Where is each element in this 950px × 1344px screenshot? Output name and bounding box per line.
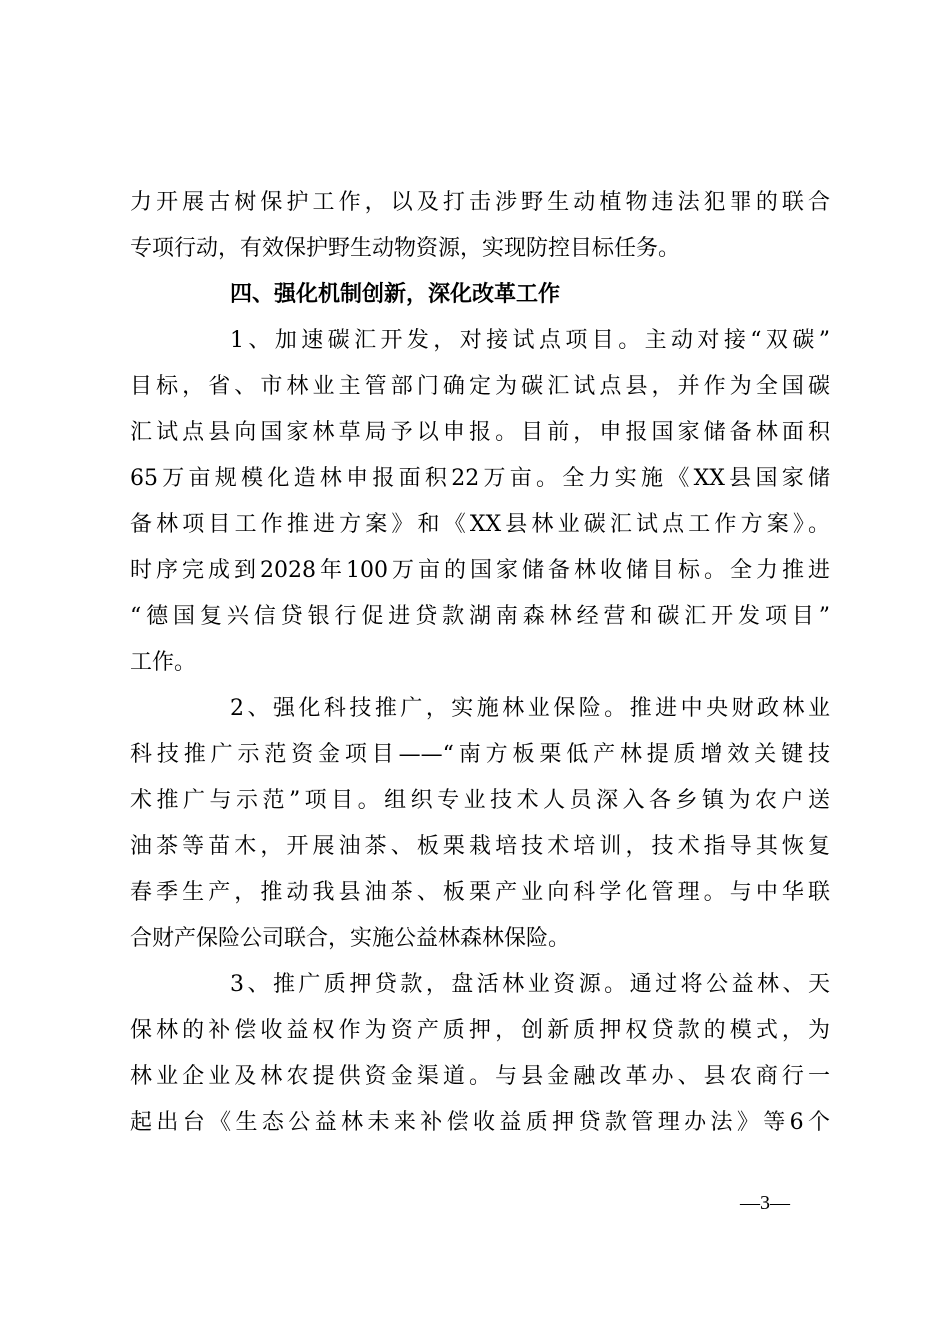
text-line: 油茶等苗木，开展油茶、板栗栽培技术培训，技术指导其恢复 xyxy=(130,834,830,859)
text-line: 2、强化科技推广，实施林业保险。推进中央财政林业 xyxy=(230,696,830,721)
text-line: 四、强化机制创新，深化改革工作 xyxy=(230,282,561,307)
text-line: 目标，省、市林业主管部门确定为碳汇试点县，并作为全国碳 xyxy=(130,374,830,399)
text-line: 力开展古树保护工作，以及打击涉野生动植物违法犯罪的联合 xyxy=(130,190,830,215)
text-line: 工作。 xyxy=(130,650,197,675)
text-line: 林业企业及林农提供资金渠道。与县金融改革办、县农商行一 xyxy=(130,1064,830,1089)
text-line: 保林的补偿收益权作为资产质押，创新质押权贷款的模式，为 xyxy=(130,1018,830,1043)
text-line: 1、加速碳汇开发，对接试点项目。主动对接“双碳” xyxy=(230,328,830,353)
paragraph xyxy=(130,180,830,272)
text-line: 术推广与示范”项目。组织专业技术人员深入各乡镇为农户送 xyxy=(130,788,830,813)
text-line: 65万亩规模化造林申报面积22万亩。全力实施《XX县国家储 xyxy=(130,466,830,491)
paragraph xyxy=(130,962,830,1146)
document-body xyxy=(130,180,830,1146)
text-line: 汇试点县向国家林草局予以申报。目前，申报国家储备林面积 xyxy=(130,420,830,445)
text-line: 3、推广质押贷款，盘活林业资源。通过将公益林、天 xyxy=(230,972,830,997)
text-line: 合财产保险公司联合，实施公益林森林保险。 xyxy=(130,926,571,951)
paragraph xyxy=(130,686,830,962)
text-line: 春季生产，推动我县油茶、板栗产业向科学化管理。与中华联 xyxy=(130,880,830,905)
text-line: 起出台《生态公益林未来补偿收益质押贷款管理办法》等6个 xyxy=(130,1110,830,1135)
text-line: 专项行动，有效保护野生动物资源，实现防控目标任务。 xyxy=(130,236,681,261)
text-line: “德国复兴信贷银行促进贷款湖南森林经营和碳汇开发项目” xyxy=(130,604,830,629)
text-line: 备林项目工作推进方案》和《XX县林业碳汇试点工作方案》。 xyxy=(130,512,830,537)
text-line: 科技推广示范资金项目——“南方板栗低产林提质增效关键技 xyxy=(130,742,830,767)
page-number: —3— xyxy=(740,1192,790,1214)
section-heading xyxy=(130,272,830,318)
text-line: 时序完成到2028年100万亩的国家储备林收储目标。全力推进 xyxy=(130,558,830,583)
paragraph xyxy=(130,318,830,686)
